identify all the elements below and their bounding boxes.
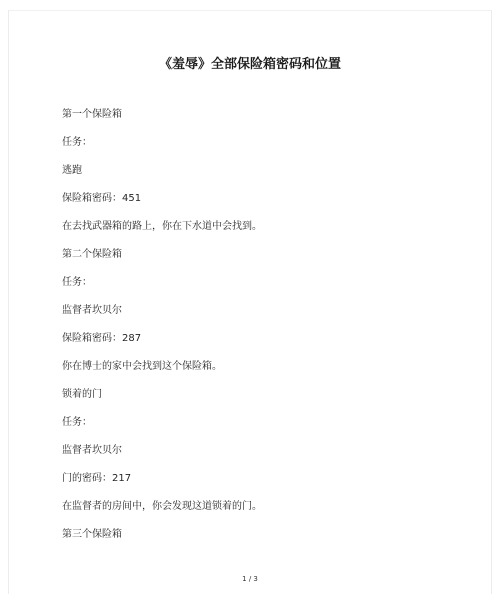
body-line: 第三个保险箱 xyxy=(62,529,122,540)
body-line: 任务： xyxy=(62,137,92,148)
page-indicator: 1 / 3 xyxy=(242,575,258,583)
body-line: 在去找武器箱的路上，你在下水道中会找到。 xyxy=(62,221,262,232)
body-line: 任务： xyxy=(62,417,92,428)
body-line: 监督者坎贝尔 xyxy=(62,445,122,456)
body-line: 你在博士的家中会找到这个保险箱。 xyxy=(62,361,222,372)
document-body xyxy=(62,107,462,555)
body-line: 保险箱密码：287 xyxy=(62,333,142,344)
body-line: 门的密码：217 xyxy=(62,473,132,484)
body-line: 逃跑 xyxy=(62,165,82,176)
body-line: 保险箱密码：451 xyxy=(62,193,142,204)
body-line: 在监督者的房间中，你会发现这道锁着的门。 xyxy=(62,501,262,512)
body-line: 第一个保险箱 xyxy=(62,109,122,120)
document-title: 《羞辱》全部保险箱密码和位置 xyxy=(158,57,341,72)
body-line: 锁着的门 xyxy=(62,389,102,400)
body-line: 第二个保险箱 xyxy=(62,249,122,260)
body-line: 任务： xyxy=(62,277,92,288)
body-line: 监督者坎贝尔 xyxy=(62,305,122,316)
